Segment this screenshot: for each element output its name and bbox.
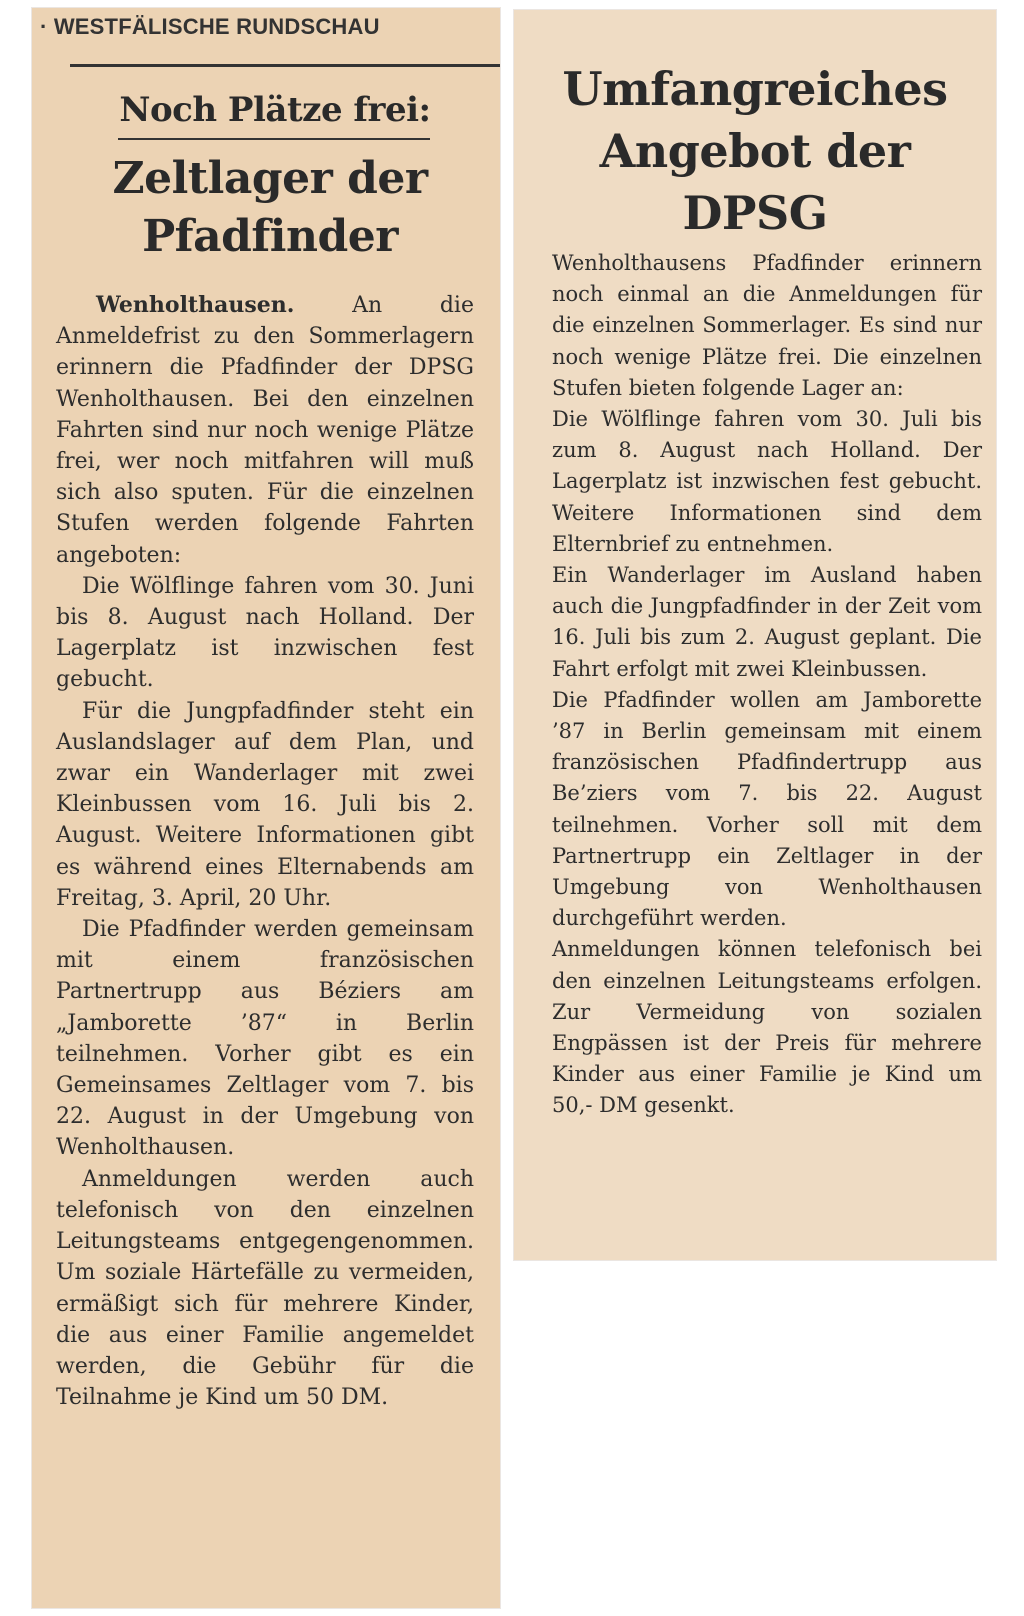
left-paragraph-text: An die Anmeldefrist zu den Sommerlagern erinnern die Pfadfinder der DPSG Wenholthausen. Bei den einzelnen Fahrten sind nur noch wenige Plätze frei, wer noch mitfahren will muß sich also sputen. Für die einzelnen Stufen werden folgende Fahrten angeboten: xyxy=(56,293,474,568)
right-paragraph: Die Wölflinge fahren vom 30. Juli bis zum 8. August nach Holland. Der Lagerplatz ist inzwischen fest gebucht. Weitere Informationen sind dem Elternbrief zu entnehmen. xyxy=(552,407,982,556)
left-paragraph xyxy=(56,290,474,571)
left-paragraph: Für die Jungpfadfinder steht ein Auslandslager auf dem Plan, und zwar ein Wanderlager mit zwei Kleinbussen vom 16. Juli bis 2. August. Weitere Informationen gibt es während eines Elternabends am Freitag, 3. April, 20 Uhr. xyxy=(56,698,474,911)
masthead-rule xyxy=(70,64,500,67)
left-paragraph: Anmeldungen werden auch telefonisch von den einzelnen Leitungsteams entgegengenommen. Um soziale Härtefälle zu vermeiden, ermäßigt sich für mehrere Kinder, die aus einer Familie angemeldet werden, die Gebühr für die Teilnahme je Kind um 50 DM. xyxy=(56,1166,474,1411)
kicker-headline: Noch Plätze frei: xyxy=(119,90,431,130)
masthead-text: WESTFÄLISCHE RUNDSCHAU xyxy=(53,14,380,39)
left-paragraph: Die Wölflinge fahren vom 30. Juni bis 8. August nach Holland. Der Lagerplatz ist inzwischen fest gebucht. xyxy=(56,573,474,693)
kicker-rule xyxy=(118,138,430,140)
right-headline: Umfangreiches Angebot der DPSG xyxy=(562,62,948,240)
right-article-body xyxy=(552,248,982,1122)
left-headline: Zeltlager der Pfadfinder xyxy=(112,153,428,262)
right-paragraph: Anmeldungen können telefonisch bei den einzelnen Leitungsteams erfolgen. Zur Vermeidung von sozialen Engpässen ist der Preis für mehrere Kinder aus einer Familie je Kind um 50,- DM gesenkt. xyxy=(552,937,982,1118)
left-paragraph: Die Pfadfinder werden gemeinsam mit einem französischen Partnertrupp aus Béziers am „Jamborette ’87“ in Berlin teilnehmen. Vorher gibt es ein Gemeinsames Zeltlager vom 7. bis 22. August in der Umgebung von Wenholthausen. xyxy=(56,917,474,1161)
right-paragraph: Ein Wanderlager im Ausland haben auch die Jungpfadfinder in der Zeit vom 16. Juli bis zum 2. August geplant. Die Fahrt erfolgt mit zwei Kleinbussen. xyxy=(552,563,982,681)
right-paragraph: Die Pfadfinder wollen am Jamborette ’87 in Berlin gemeinsam mit einem französischen Pfadfindertrupp aus Be’ziers vom 7. bis 22. August teilnehmen. Vorher soll mit dem Partnertrupp ein Zeltlager in der Umgebung von Wenholthausen durchgeführt werden. xyxy=(552,687,982,931)
newspaper-masthead: · WESTFÄLISCHE RUNDSCHAU xyxy=(40,14,380,39)
left-article-body xyxy=(56,290,474,1413)
dateline: Wenholthausen. xyxy=(96,292,295,318)
right-paragraph: Wenholthausens Pfadfinder erinnern noch einmal an die Anmeldungen für die einzelnen Sommerlager. Es sind nur noch wenige Plätze frei. Die einzelnen Stufen bieten folgende Lager an: xyxy=(552,251,982,400)
